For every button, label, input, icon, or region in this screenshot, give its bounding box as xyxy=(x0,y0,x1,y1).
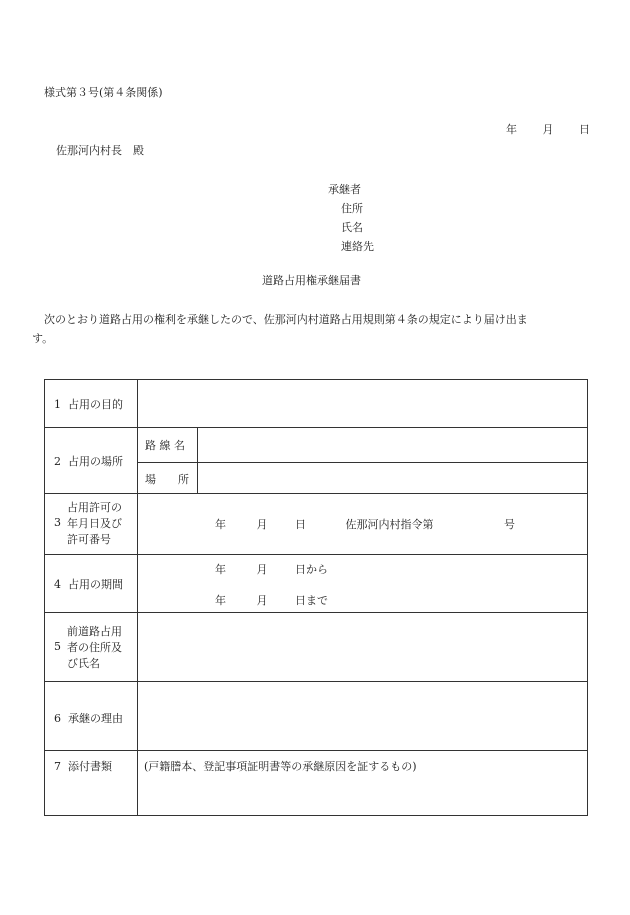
successor-contact-label: 連絡先 xyxy=(341,240,374,253)
column-divider xyxy=(137,380,138,815)
row-divider xyxy=(45,427,587,428)
row-divider xyxy=(45,554,587,555)
row-3-title-line-2: 年月日及び xyxy=(67,517,122,530)
period-from-year: 年 xyxy=(215,563,226,576)
sub-row-divider xyxy=(138,462,587,463)
row-7-label xyxy=(54,758,112,774)
row-5-title-line-3: び氏名 xyxy=(67,657,100,670)
row-1-label xyxy=(54,396,123,412)
row-1-title: 占用の目的 xyxy=(68,398,123,411)
row-6-number: 6 xyxy=(54,712,61,725)
permit-number-prefix: 佐那河内村指令第 xyxy=(345,518,434,531)
row-4-title: 占用の期間 xyxy=(68,578,123,591)
successor-block xyxy=(328,180,374,256)
period-to-day: 日まで xyxy=(295,594,328,607)
place-label: 場 所 xyxy=(145,473,189,486)
date-year: 年 xyxy=(506,123,517,136)
date-day: 日 xyxy=(579,123,590,136)
form-table xyxy=(44,379,588,816)
period-from-month: 月 xyxy=(256,563,268,576)
permit-day: 日 xyxy=(295,518,306,531)
row-divider xyxy=(45,681,587,682)
body-text-line-1: 次のとおり道路占用の権利を承継したので、佐那河内村道路占用規則第４条の規定により届け出ま xyxy=(44,313,528,326)
document-title: 道路占用権承継届書 xyxy=(262,274,361,287)
row-6-title: 承継の理由 xyxy=(68,712,123,725)
row-4-label xyxy=(54,576,123,592)
row-2-title: 占用の場所 xyxy=(68,455,123,468)
period-from-day: 日から xyxy=(295,563,328,576)
sub-column-divider xyxy=(197,427,198,493)
row-5-title xyxy=(67,624,122,672)
row-3-title-line-3: 許可番号 xyxy=(67,533,111,546)
body-text xyxy=(32,310,592,348)
attachments-note: (戸籍謄本、登記事項証明書等の承継原因を証するもの) xyxy=(144,760,417,773)
row-3-title xyxy=(67,500,122,548)
period-to-month: 月 xyxy=(256,594,268,607)
row-2-number: 2 xyxy=(54,455,61,468)
row-4-number: 4 xyxy=(54,578,61,591)
permit-year: 年 xyxy=(215,518,226,531)
row-2-label xyxy=(54,453,123,469)
addressee: 佐那河内村長 殿 xyxy=(56,144,144,157)
permit-month: 月 xyxy=(256,518,268,531)
period-from xyxy=(215,561,328,577)
successor-title: 承継者 xyxy=(328,183,361,196)
period-to xyxy=(215,592,328,608)
row-divider xyxy=(45,612,587,613)
row-3-title-line-1: 占用許可の xyxy=(67,501,122,514)
period-to-year: 年 xyxy=(215,594,226,607)
row-3-number: 3 xyxy=(54,516,61,529)
row-6-label xyxy=(54,710,123,726)
permit-date xyxy=(215,516,515,532)
form-number: 様式第３号(第４条関係) xyxy=(44,86,163,99)
successor-name-label: 氏名 xyxy=(341,221,363,234)
row-7-title: 添付書類 xyxy=(68,760,112,773)
row-1-number: 1 xyxy=(54,398,61,411)
date-month: 月 xyxy=(542,123,554,136)
permit-number-suffix: 号 xyxy=(504,518,515,531)
body-text-line-2: す。 xyxy=(32,332,54,345)
date-line xyxy=(506,121,590,137)
row-5-title-line-2: 者の住所及 xyxy=(67,641,122,654)
route-name-label: 路 線 名 xyxy=(145,439,185,452)
row-divider xyxy=(45,493,587,494)
successor-address-label: 住所 xyxy=(341,202,363,215)
row-7-number: 7 xyxy=(54,760,61,773)
row-5-number: 5 xyxy=(54,640,61,653)
row-5-title-line-1: 前道路占用 xyxy=(67,625,122,638)
row-divider xyxy=(45,750,587,751)
